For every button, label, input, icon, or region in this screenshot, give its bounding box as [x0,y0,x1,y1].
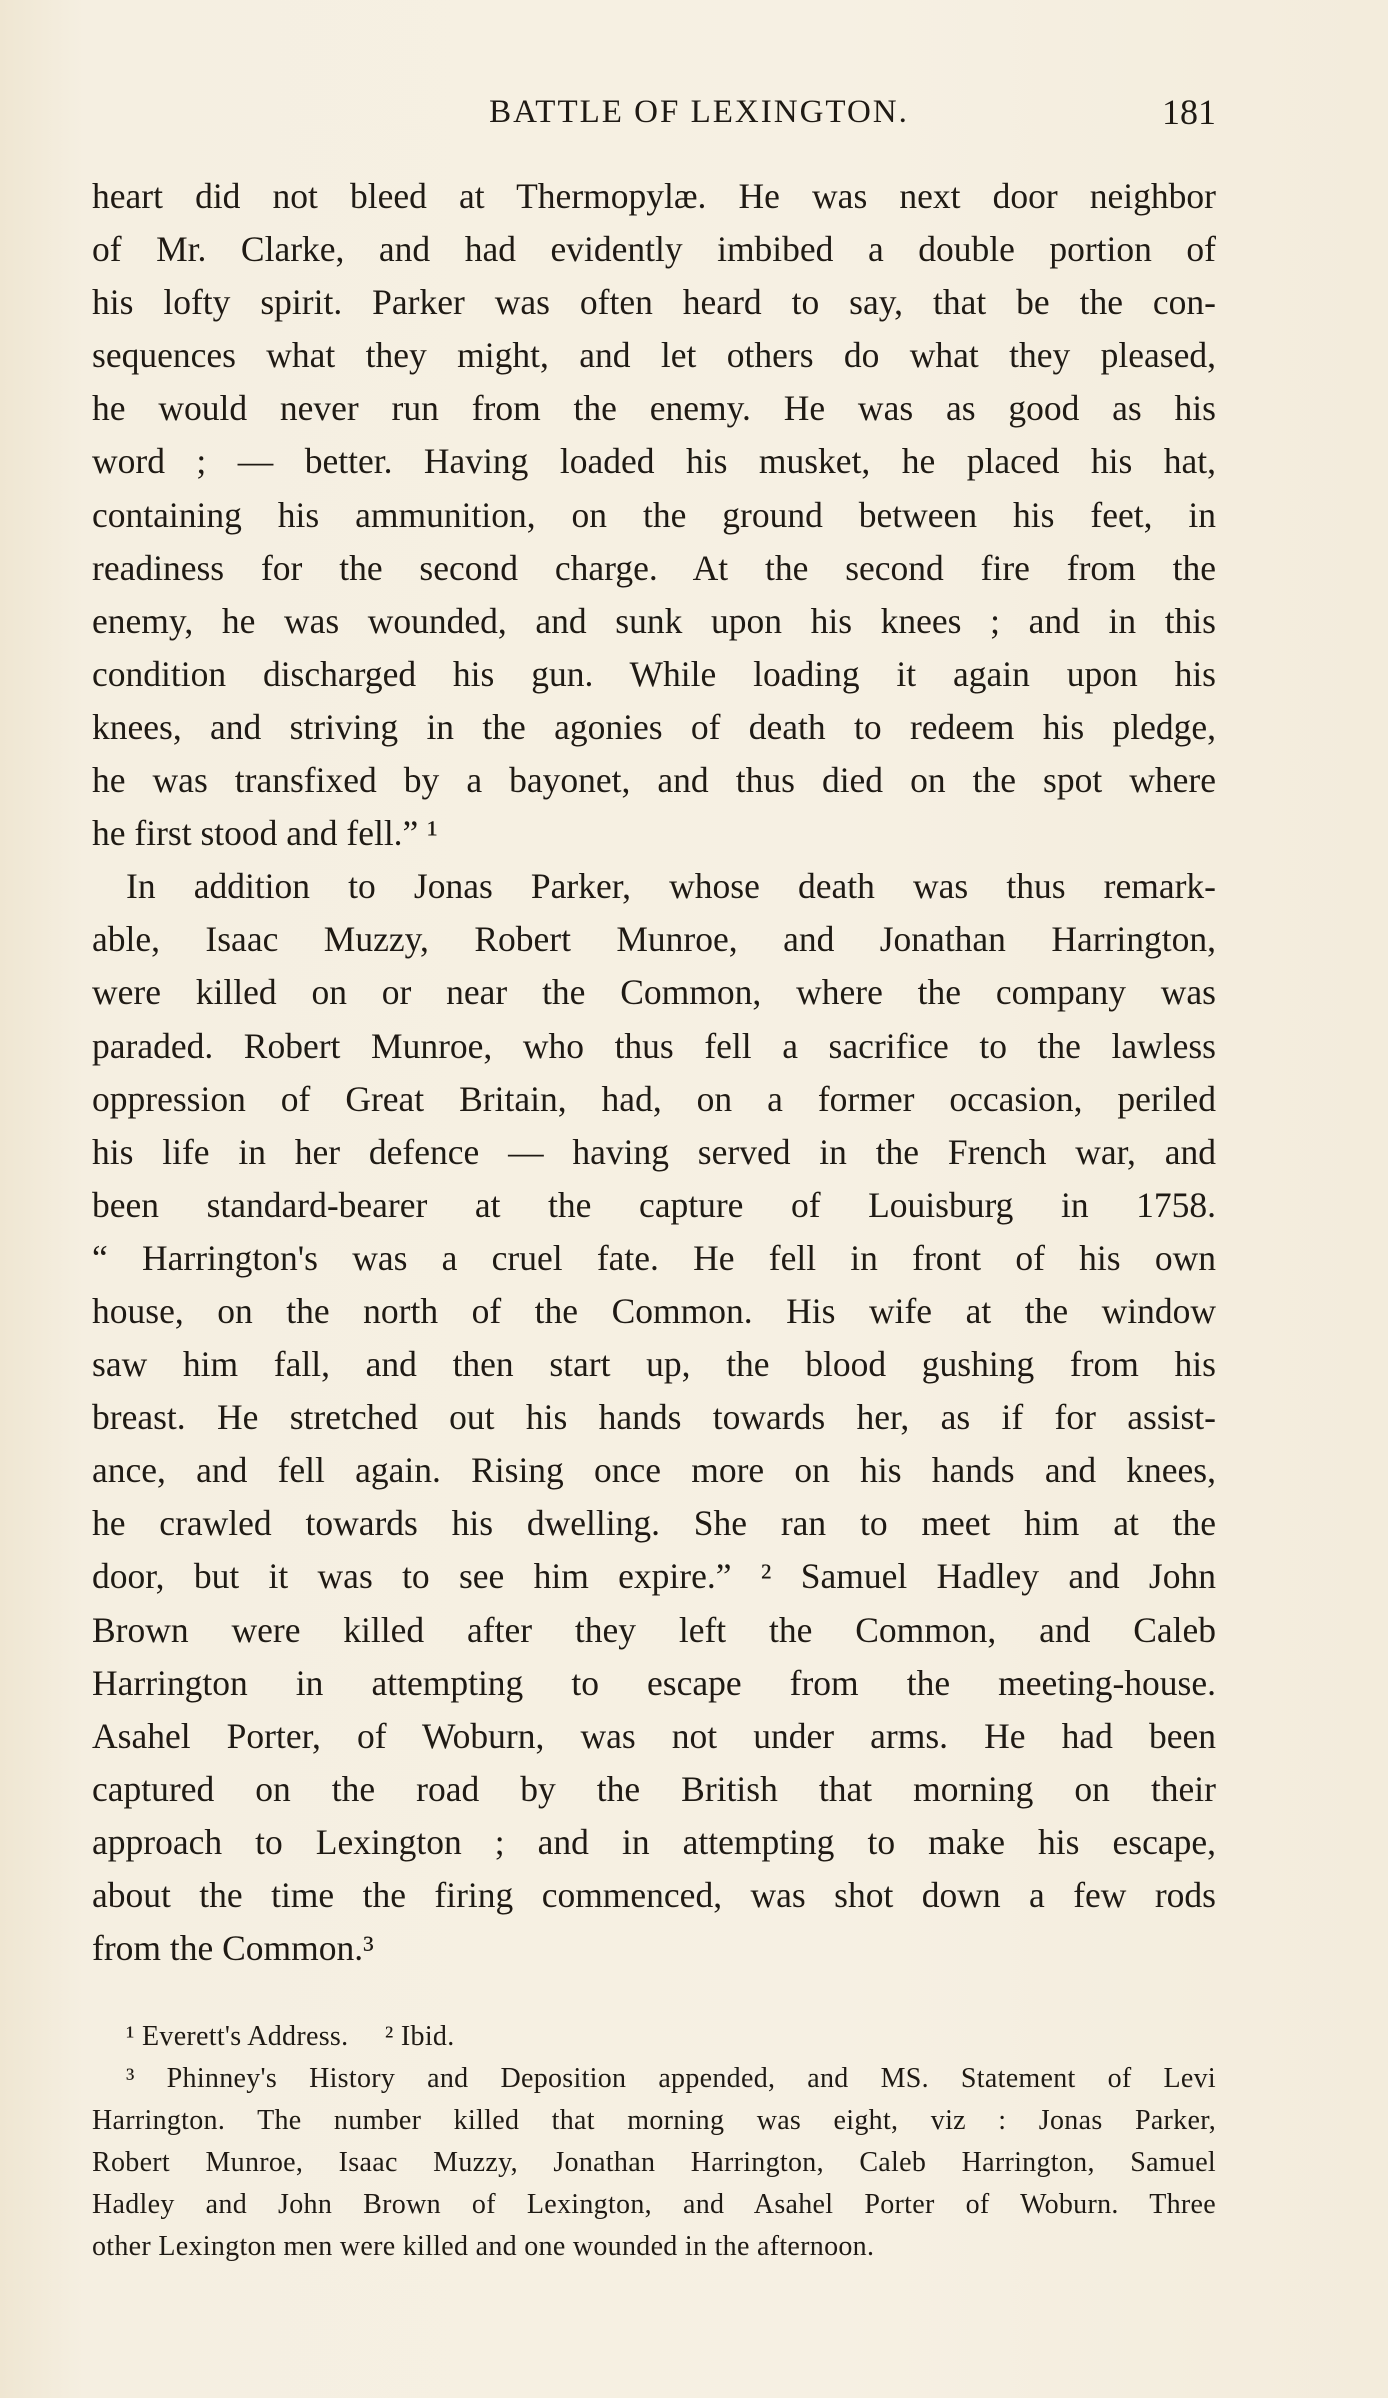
text-line: his life in her defence — having served in the French war, and [92,1131,1216,1172]
footnote-line: Hadley and John Brown of Lexington, and Asahel Porter of Woburn. Three [92,2189,1216,2220]
text-line: sequences what they might, and let others do what they pleased, [92,335,1216,376]
paragraph-start-line: In addition to Jonas Parker, whose death was thus remark- [126,866,1216,907]
text-line: heart did not bleed at Thermopylæ. He was next door neighbor [92,176,1216,216]
text-line: condition discharged his gun. While loading it again upon his [92,653,1216,694]
footnote-line: Robert Munroe, Isaac Muzzy, Jonathan Harrington, Caleb Harrington, Samuel [92,2147,1216,2178]
page-number: 181 [1162,92,1216,132]
text-line: he first stood and fell.” ¹ [92,813,438,854]
text-line: containing his ammunition, on the ground between his feet, in [92,494,1216,535]
text-line: saw him fall, and then start up, the blood gushing from his [92,1344,1216,1385]
text-line: were killed on or near the Common, where the company was [92,972,1216,1013]
body-text [92,170,1216,1975]
text-line: house, on the north of the Common. His wife at the window [92,1290,1216,1331]
text-line: able, Isaac Muzzy, Robert Munroe, and Jonathan Harrington, [92,919,1216,960]
text-line: about the time the firing commenced, was shot down a few rods [92,1875,1216,1915]
text-line: Asahel Porter, of Woburn, was not under arms. He had been [92,1715,1216,1756]
text-line: Harrington in attempting to escape from the meeting-house. [92,1662,1216,1703]
footnote-line: other Lexington men were killed and one wounded in the afternoon. [92,2231,875,2262]
text-line: ance, and fell again. Rising once more on his hands and knees, [92,1450,1216,1491]
text-line: readiness for the second charge. At the second fire from the [92,547,1216,588]
text-line: word ; — better. Having loaded his musket, he placed his hat, [92,441,1216,482]
text-line: he crawled towards his dwelling. She ran to meet him at the [92,1503,1216,1544]
text-line: his lofty spirit. Parker was often heard to say, that be the con- [92,282,1216,323]
footnote-line: ³ Phinney's History and Deposition appended, and MS. Statement of Levi [126,2063,1216,2094]
text-line: he would never run from the enemy. He was as good as his [92,388,1216,429]
text-line: oppression of Great Britain, had, on a former occasion, periled [92,1078,1216,1119]
text-line: approach to Lexington ; and in attempting to make his escape, [92,1821,1216,1862]
footnotes [92,2016,1216,2268]
text-line: he was transfixed by a bayonet, and thus died on the spot where [92,760,1216,801]
text-line: enemy, he was wounded, and sunk upon his knees ; and in this [92,600,1216,641]
text-line: captured on the road by the British that morning on their [92,1768,1216,1809]
running-head [92,86,1216,138]
text-line: paraded. Robert Munroe, who thus fell a sacrifice to the lawless [92,1025,1216,1066]
text-line: breast. He stretched out his hands towards her, as if for assist- [92,1397,1216,1438]
footnote-line: Harrington. The number killed that morning was eight, viz : Jonas Parker, [92,2105,1216,2136]
text-line: Brown were killed after they left the Common, and Caleb [92,1609,1216,1650]
text-line: knees, and striving in the agonies of death to redeem his pledge, [92,706,1216,747]
text-line: of Mr. Clarke, and had evidently imbibed a double portion of [92,229,1216,270]
text-line: been standard-bearer at the capture of Louisburg in 1758. [92,1184,1216,1225]
text-line: from the Common.³ [92,1928,374,1969]
text-line: “ Harrington's was a cruel fate. He fell in front of his own [92,1237,1216,1278]
footnote-line: ¹ Everett's Address. ² Ibid. [126,2021,455,2052]
text-line: door, but it was to see him expire.” ² Samuel Hadley and John [92,1556,1216,1597]
running-title: BATTLE OF LEXINGTON. [489,94,909,130]
